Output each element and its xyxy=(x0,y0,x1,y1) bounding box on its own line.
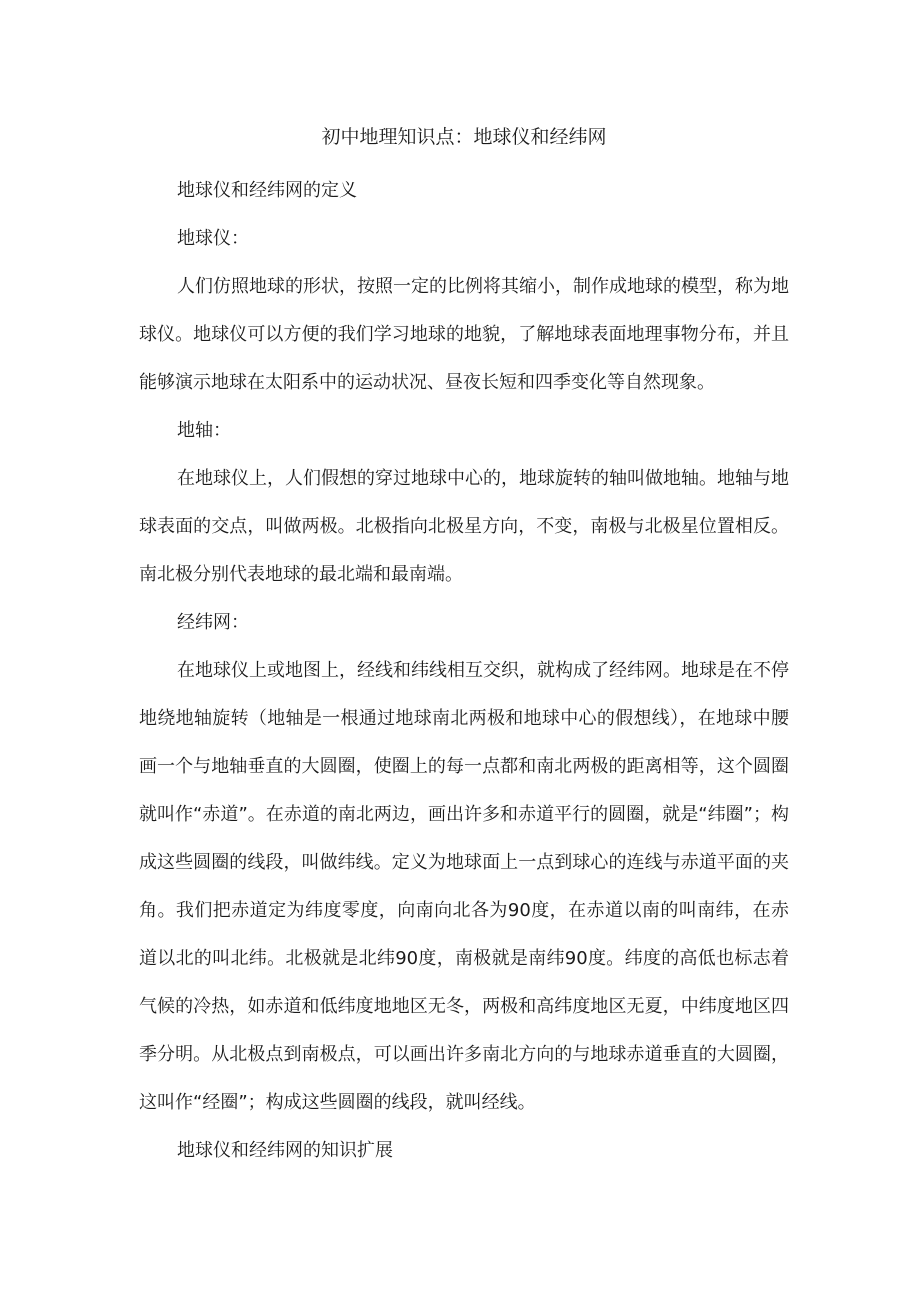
paragraph-earth-axis: 在地球仪上，人们假想的穿过地球中心的，地球旋转的轴叫做地轴。地轴与地球表面的交点，叫做两极。北极指向北极星方向，不变，南极与北极星位置相反。南北极分别代表地球的最北端和最南端。 xyxy=(139,468,789,585)
section-heading-extension: 地球仪和经纬网的知识扩展 xyxy=(177,1140,393,1161)
document-body xyxy=(139,119,789,1175)
subheading-earth-axis: 地轴： xyxy=(177,420,231,441)
section-heading-definition: 地球仪和经纬网的定义 xyxy=(177,180,357,201)
subheading-graticule: 经纬网： xyxy=(177,612,249,633)
paragraph-globe: 人们仿照地球的形状，按照一定的比例将其缩小，制作成地球的模型，称为地球仪。地球仪可以方便的我们学习地球的地貌，了解地球表面地理事物分布，并且能够演示地球在太阳系中的运动状况、昼夜长短和四季变化等自然现象。 xyxy=(139,276,789,393)
paragraph-graticule: 在地球仪上或地图上，经线和纬线相互交织，就构成了经纬网。地球是在不停地绕地轴旋转（地轴是一根通过地球南北两极和地球中心的假想线），在地球中腰画一个与地轴垂直的大圆圈，使圈上的每一点都和南北两极的距离相等，这个圆圈就叫作“赤道”。在赤道的南北两边，画出许多和赤道平行的圆圈，就是“纬圈”；构成这些圆圈的线段，叫做纬线。定义为地球面上一点到球心的连线与赤道平面的夹角。我们把赤道定为纬度零度，向南向北各为90度，在赤道以南的叫南纬，在赤道以北的叫北纬。北极就是北纬90度，南极就是南纬90度。纬度的高低也标志着气候的冷热，如赤道和低纬度地地区无冬，两极和高纬度地区无夏，中纬度地区四季分明。从北极点到南极点，可以画出许多南北方向的与地球赤道垂直的大圆圈，这叫作“经圈”；构成这些圆圈的线段，就叫经线。 xyxy=(139,660,789,1113)
subheading-globe: 地球仪： xyxy=(177,228,249,249)
document-title: 初中地理知识点：地球仪和经纬网 xyxy=(321,126,607,148)
